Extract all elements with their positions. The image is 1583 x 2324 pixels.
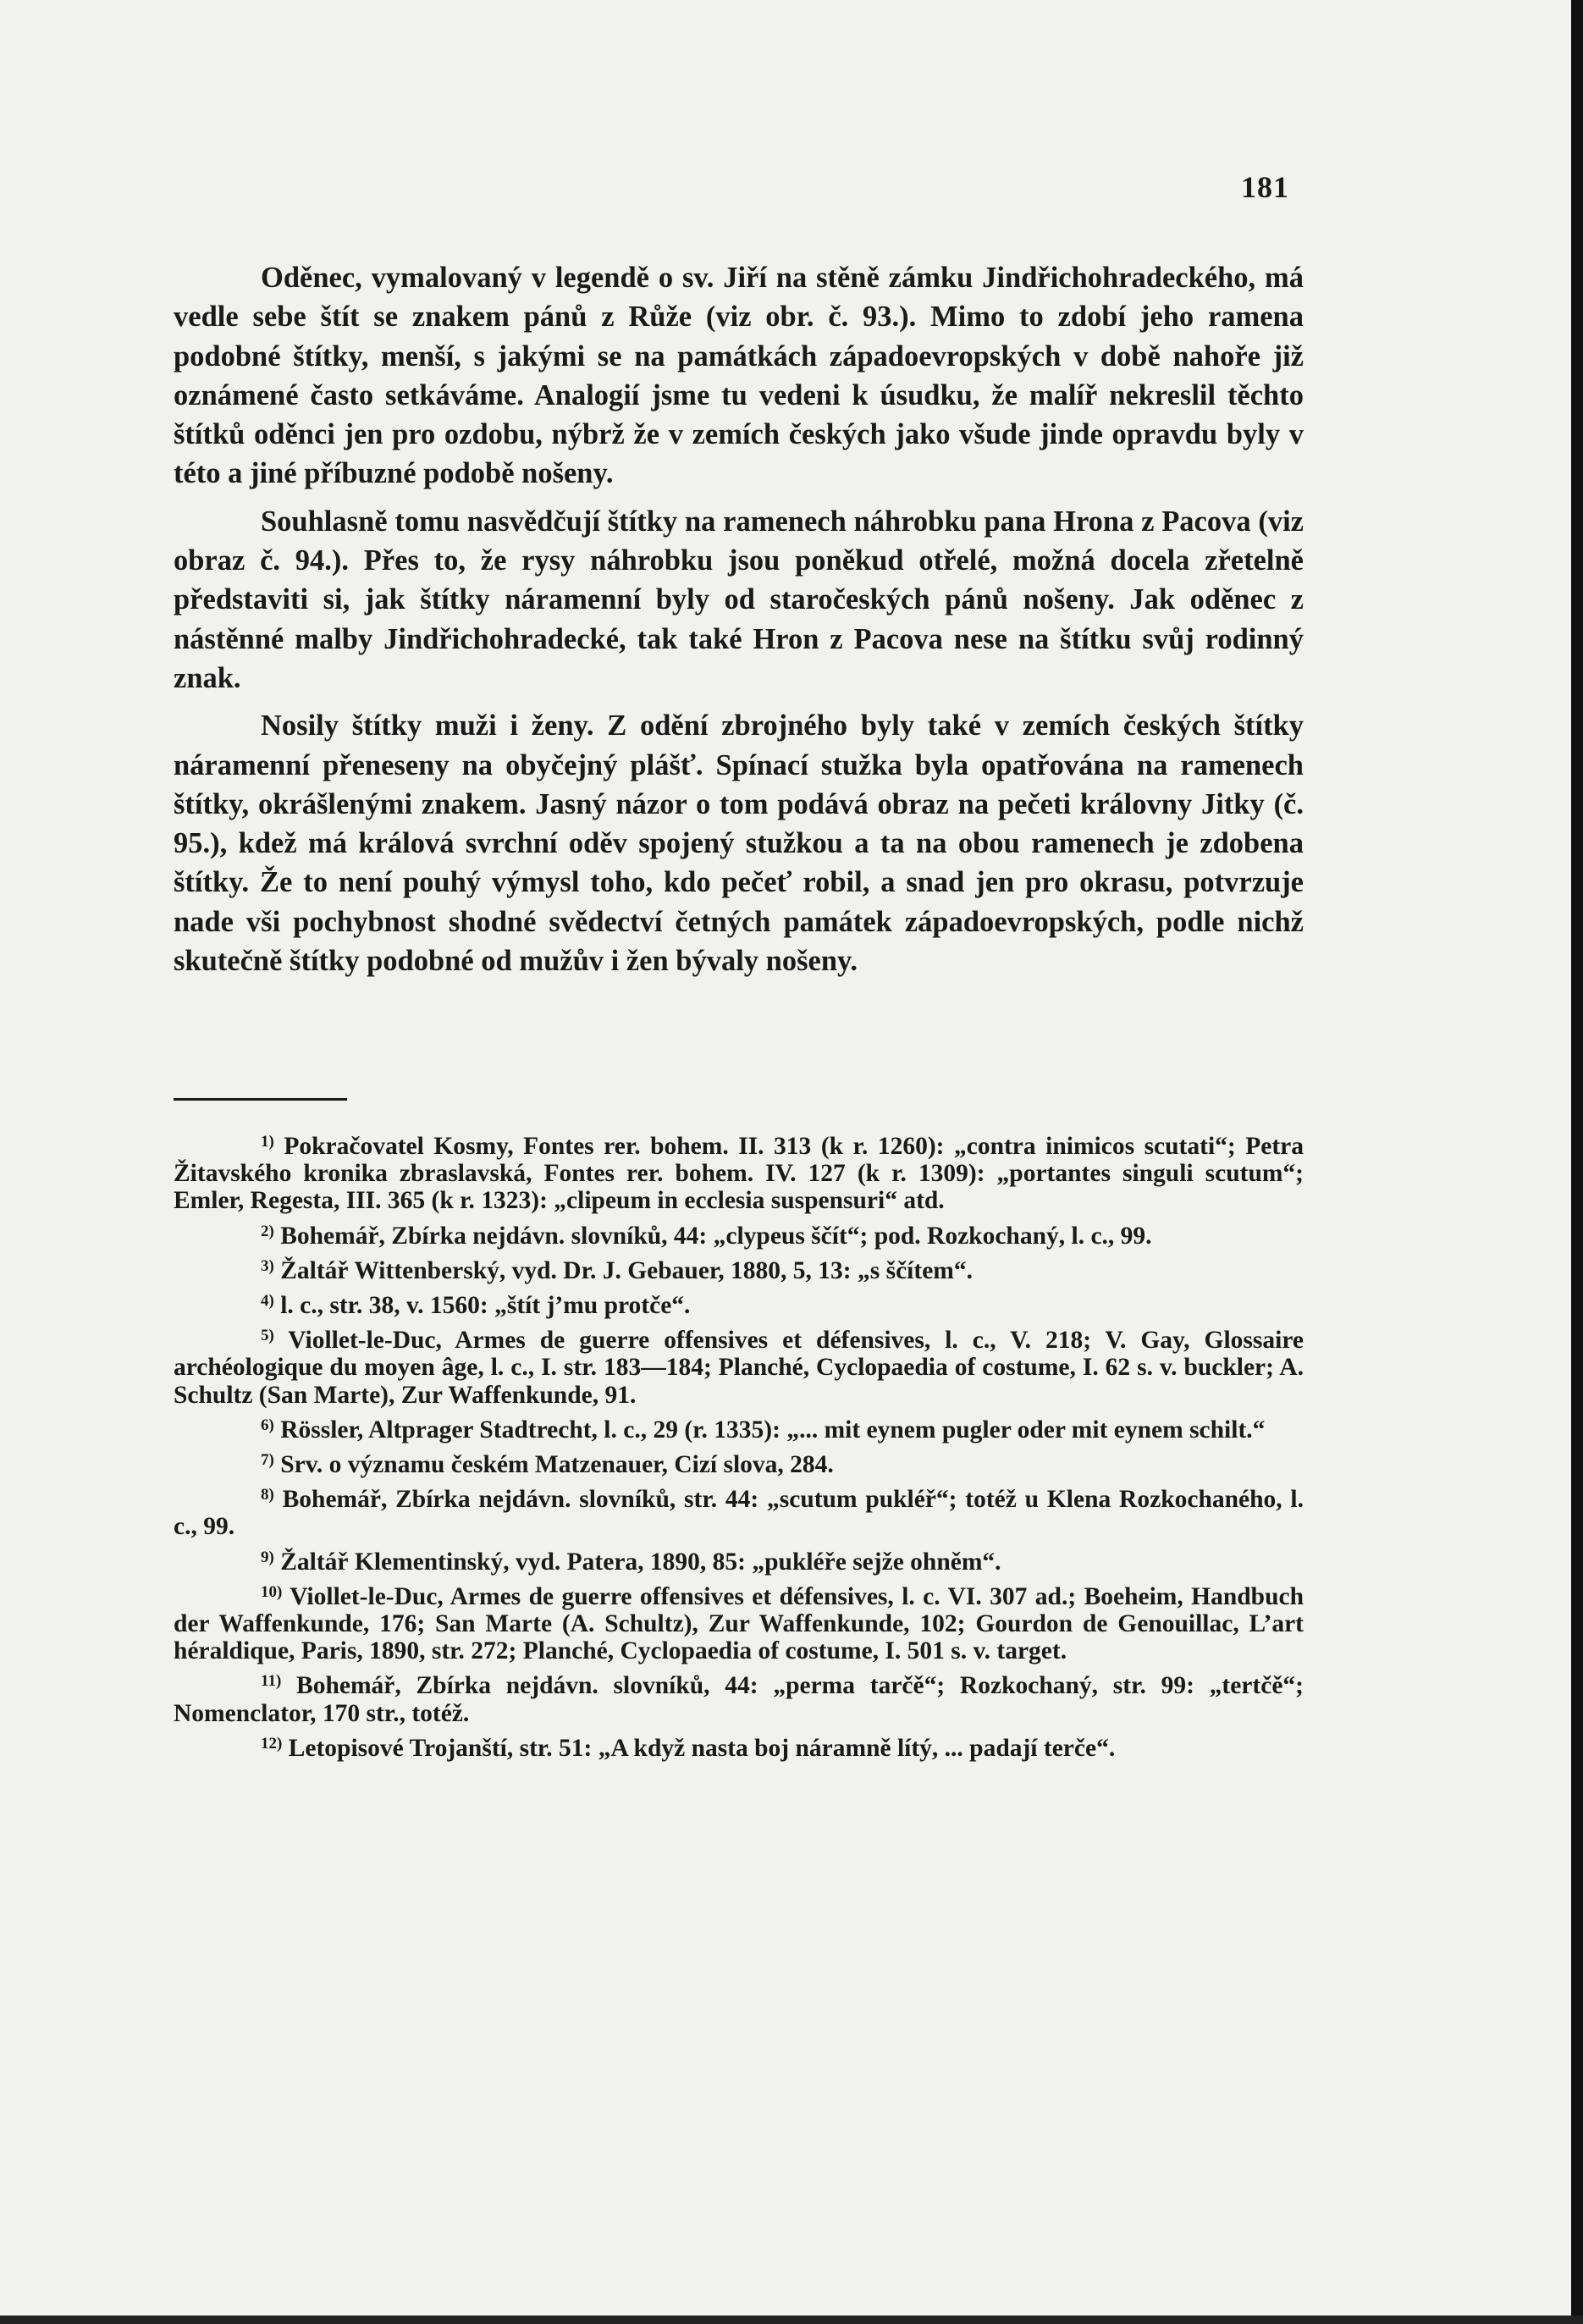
- footnote-mark: 4): [261, 1292, 274, 1311]
- scan-edge: [1571, 0, 1583, 2324]
- footnote-text: Žaltář Klementinský, vyd. Patera, 1890, 85: „pukléře sejže ohněm“.: [280, 1548, 1001, 1576]
- footnote-mark: 12): [261, 1734, 283, 1753]
- footnote-mark: 5): [261, 1327, 274, 1345]
- main-text: [174, 258, 1304, 989]
- footnote: [174, 1292, 1304, 1319]
- footnote: [174, 1133, 1304, 1215]
- footnote-mark: 11): [261, 1672, 282, 1691]
- footnote: [174, 1223, 1304, 1250]
- paragraph: Souhlasně tomu nasvědčují štítky na ramenech náhrobku pana Hrona z Pacova (viz obraz č. 94.). Přes to, že rysy náhrobku jsou poněkud otřelé, možná docela zřetelně představiti si, jak štítky náramenní byly od staročeských pánů nošeny. Jak oděnec z nástěnné malby Jindřichohradecké, tak také Hron z Pacova nese na štítku svůj rodinný znak.: [174, 505, 1304, 694]
- footnote-text: Bohemář, Zbírka nejdávn. slovníků, 44: „perma tarčě“; Rozkochaný, str. 99: „tertčě“; Nomenclator, 170 str., totéž.: [174, 1672, 1304, 1727]
- footnote-text: Bohemář, Zbírka nejdávn. slovníků, 44: „clypeus ščít“; pod. Rozkochaný, l. c., 99.: [280, 1222, 1152, 1250]
- footnote: [174, 1451, 1304, 1478]
- footnote: [174, 1548, 1304, 1576]
- footnote-text: Pokračovatel Kosmy, Fontes rer. bohem. II. 313 (k r. 1260): „contra inimicos scutati“; Petra Žitavského kronika zbraslavská, Fontes rer. bohem. IV. 127 (k r. 1309): „portantes singuli scutum“; Emler, Regesta, III. 365 (k r. 1323): „clipeum in ecclesia suspensuri“ atd.: [174, 1133, 1304, 1215]
- footnote-mark: 1): [261, 1133, 274, 1151]
- footnote-text: Žaltář Wittenberský, vyd. Dr. J. Gebauer, 1880, 5, 13: „s ščítem“.: [280, 1256, 973, 1284]
- footnote-mark: 9): [261, 1548, 274, 1566]
- footnote-mark: 3): [261, 1256, 274, 1275]
- footnote: [174, 1735, 1304, 1762]
- page-number: 181: [1241, 170, 1289, 204]
- footnote: [174, 1327, 1304, 1409]
- footnote: [174, 1672, 1304, 1726]
- paragraph: Nosily štítky muži i ženy. Z odění zbrojného byly také v zemích českých štítky náramenní přeneseny na obyčejný plášť. Spínací stužka byla opatřována na ramenech štítky, okrášlenými znakem. Jasný názor o tom podává obraz na pečeti královny Jitky (č. 95.), kdež má králová svrchní oděv spojený stužkou a ta na obou ramenech je zdobena štítky. Že to není pouhý výmysl toho, kdo pečeť robil, a snad jen pro okrasu, potvrzuje nade vši pochybnost shodné svědectví četných památek západoevropských, podle nichž skutečně štítky podobné od mužův i žen bývaly nošeny.: [174, 709, 1304, 978]
- footnote-mark: 6): [261, 1416, 274, 1434]
- footnote-text: Srv. o významu českém Matzenauer, Cizí slova, 284.: [280, 1451, 834, 1479]
- footnote: [174, 1583, 1304, 1665]
- footnote-text: Viollet-le-Duc, Armes de guerre offensives et défensives, l. c., V. 218; V. Gay, Glossaire archéologique du moyen âge, l. c., I. str. 183—184; Planché, Cyclopaedia of costume, I. 62 s. v. buckler; A. Schultz (San Marte), Zur Waffenkunde, 91.: [174, 1327, 1304, 1409]
- footnote-mark: 7): [261, 1451, 274, 1470]
- footnote-separator: [174, 1098, 347, 1101]
- paragraph: Oděnec, vymalovaný v legendě o sv. Jiří na stěně zámku Jindřichohradeckého, má vedle sebe štít se znakem pánů z Růže (viz obr. č. 93.). Mimo to zdobí jeho ramena podobné štítky, menší, s jakými se na památkách západoevropských v době nahoře již oznámené často setkáváme. Analogií jsme tu vedeni k úsudku, že malíř nekreslil těchto štítků oděnci jen pro ozdobu, nýbrž že v zemích českých jako všude jinde opravdu byly v této a jiné příbuzné podobě nošeny.: [174, 262, 1304, 490]
- footnote: [174, 1416, 1304, 1444]
- footnotes: [174, 1133, 1304, 1769]
- footnote-text: Viollet-le-Duc, Armes de guerre offensives et défensives, l. c. VI. 307 ad.; Boeheim, Handbuch der Waffenkunde, 176; San Marte (A. Schultz), Zur Waffenkunde, 102; Gourdon de Genouillac, L’art héraldique, Paris, 1890, str. 272; Planché, Cyclopaedia of costume, I. 501 s. v. target.: [174, 1582, 1304, 1665]
- footnote-text: Letopisové Trojanští, str. 51: „A když nasta boj náramně lítý, ... padají terče“.: [288, 1734, 1116, 1762]
- footnote-mark: 2): [261, 1222, 274, 1240]
- scan-edge-bottom: [0, 2316, 1583, 2324]
- footnote-text: Bohemář, Zbírka nejdávn. slovníků, str. 44: „scutum pukléř“; totéž u Klena Rozkochaného, l. c., 99.: [174, 1486, 1304, 1541]
- footnote-mark: 10): [261, 1582, 283, 1601]
- footnote-mark: 8): [261, 1486, 274, 1504]
- footnote: [174, 1257, 1304, 1284]
- footnote-text: Rössler, Altprager Stadtrecht, l. c., 29 (r. 1335): „... mit eynem pugler oder mit eynem schilt.“: [280, 1416, 1266, 1444]
- footnote-text: l. c., str. 38, v. 1560: „štít j’mu protče“.: [280, 1292, 691, 1320]
- footnote: [174, 1486, 1304, 1540]
